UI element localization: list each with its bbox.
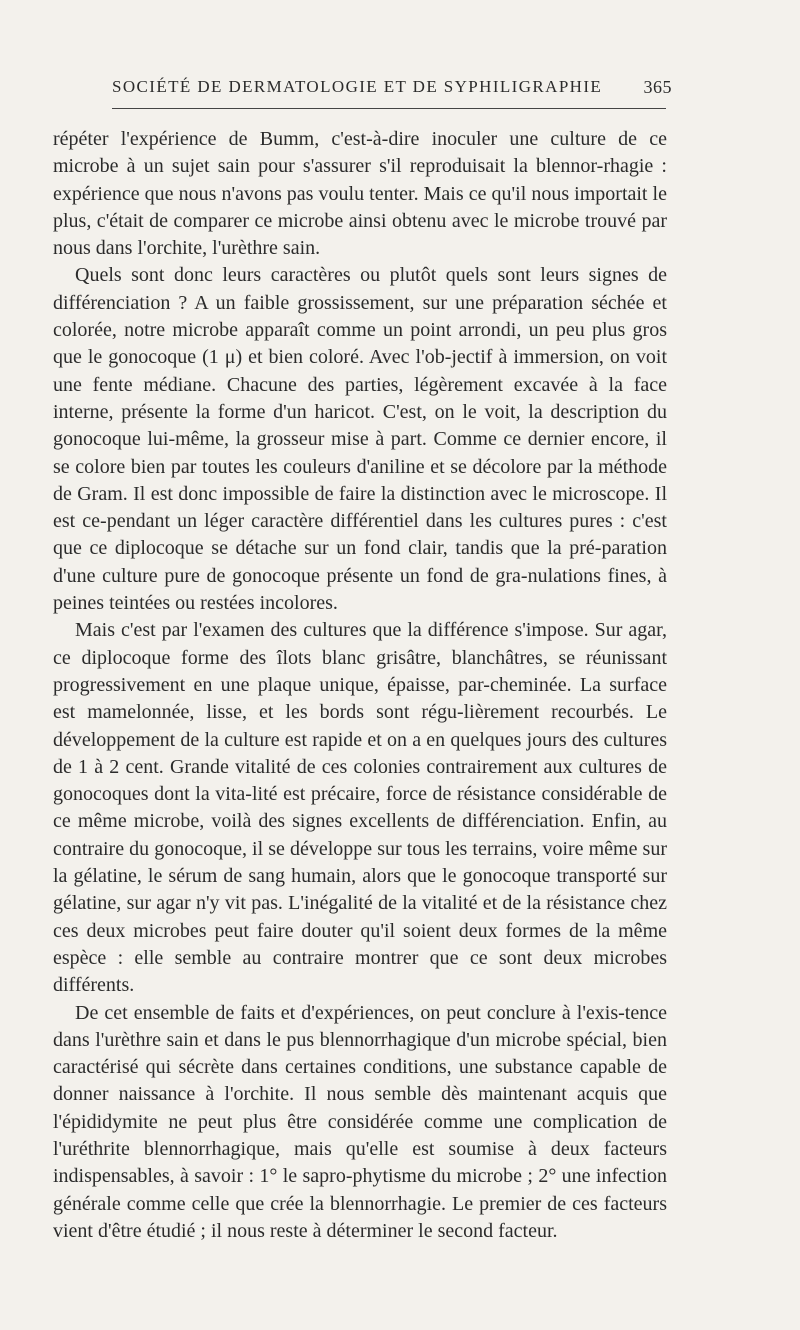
paragraph-3: Mais c'est par l'examen des cultures que la différence s'impose. Sur agar, ce diplocoque forme des îlots blanc grisâtre, blanchâtres, se réunissant progressivement en une plaque unique, épaisse, par-cheminée. La surface est mamelonnée, lisse, et les bords sont régu-lièrement recourbés. Le développement de la culture est rapide et on a en quelques jours des cultures de 1 à 2 cent. Grande vitalité de ces colonies contrairement aux cultures de gonocoques dont la vita-lité est précaire, force de résistance considérable de ce même microbe, voilà des signes excellents de différenciation. Enfin, au contraire du gonocoque, il se développe sur tous les terrains, voire même sur la gélatine, le sérum de sang humain, alors que le gonocoque transporté sur gélatine, sur agar n'y vit pas. L'inégalité de la vitalité et de la résistance chez ces deux microbes peut faire douter qu'il soient deux formes de la même espèce : elle semble au contraire montrer que ce sont deux microbes différents. bbox=[53, 619, 667, 997]
paragraph-4: De cet ensemble de faits et d'expériences, on peut conclure à l'exis-tence dans l'urèthre sain et dans le pus blennorrhagique d'un microbe spécial, bien caractérisé qui sécrète dans certaines conditions, une substance capable de donner naissance à l'orchite. Il nous semble dès maintenant acquis que l'épididymite ne peut plus être considérée comme une complication de l'uréthrite blennorrhagique, mais qu'elle est soumise à deux facteurs indispensables, à savoir : 1° le sapro-phytisme du microbe ; 2° une infection générale comme celle que crée la blennorrhagie. Le premier de ces facteurs vient d'être étudié ; il nous reste à déterminer le second facteur. bbox=[53, 1001, 667, 1242]
header-rule bbox=[112, 108, 666, 109]
body-text bbox=[53, 126, 667, 1245]
running-title: SOCIÉTÉ DE DERMATOLOGIE ET DE SYPHILIGRAPHIE bbox=[112, 77, 603, 96]
page-number: 365 bbox=[643, 76, 672, 97]
running-header bbox=[112, 72, 672, 102]
paragraph-1: répéter l'expérience de Bumm, c'est-à-dire inoculer une culture de ce microbe à un sujet sain pour s'assurer s'il reproduisait la blennor-rhagie : expérience que nous n'avons pas voulu tenter. Mais ce qu'il nous importait le plus, c'était de comparer ce microbe ainsi obtenu avec le microbe trouvé par nous dans l'orchite, l'urèthre sain. bbox=[53, 128, 667, 260]
paragraph-2: Quels sont donc leurs caractères ou plutôt quels sont leurs signes de différenciation ? A un faible grossissement, sur une préparation séchée et colorée, notre microbe apparaît comme un point arrondi, un peu plus gros que le gonocoque (1 μ) et bien coloré. Avec l'ob-jectif à immersion, on voit une fente médiane. Chacune des parties, légèrement excavée à la face interne, présente la forme d'un haricot. C'est, on le voit, la description du gonocoque lui-même, la grosseur mise à part. Comme ce dernier encore, il se colore bien par toutes les couleurs d'aniline et se décolore par la méthode de Gram. Il est donc impossible de faire la distinction avec le microscope. Il est ce-pendant un léger caractère différentiel dans les cultures pures : c'est que ce diplocoque se détache sur un fond clair, tandis que la pré-paration d'une culture pure de gonocoque présente un fond de gra-nulations fines, à peines teintées ou restées incolores. bbox=[53, 264, 667, 615]
